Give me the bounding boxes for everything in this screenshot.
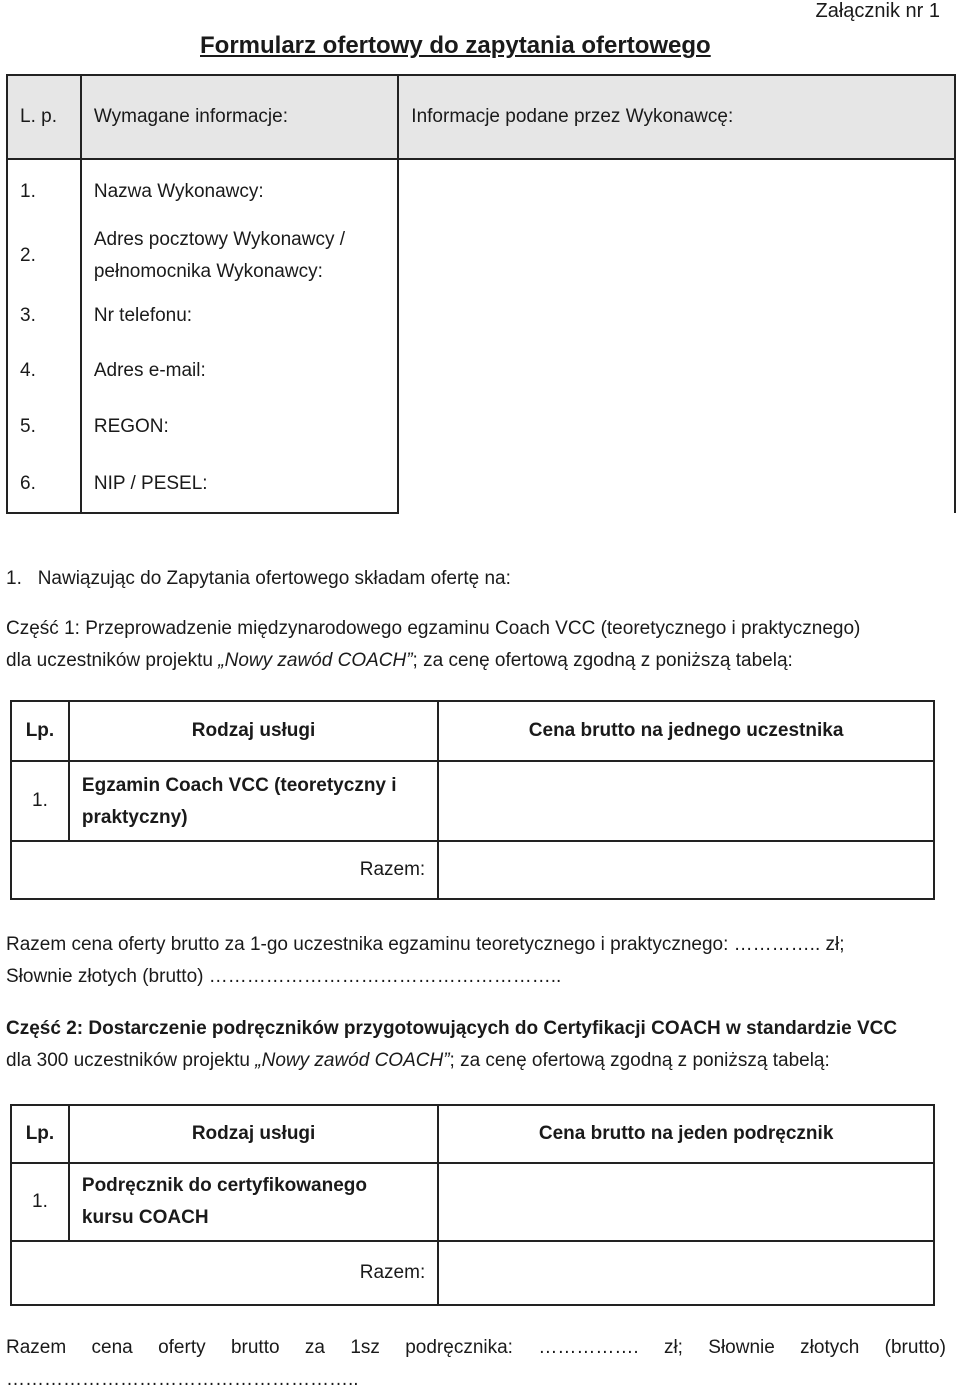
- total2-word: zł;: [663, 1337, 683, 1358]
- col-header-lp: Lp.: [11, 1105, 69, 1163]
- total2-word: Razem: [6, 1337, 67, 1358]
- sum-label: Razem:: [11, 841, 438, 899]
- total1-words-line: Słownie złotych (brutto) ………………………………………………..: [6, 966, 562, 987]
- col-header-service: Rodzaj usługi: [69, 701, 438, 761]
- service-name-line: Egzamin Coach VCC (teoretyczny i: [81, 775, 397, 796]
- sum-row: [11, 841, 934, 899]
- row-label: Adres e-mail:: [81, 343, 398, 399]
- part2-title: Część 2: Dostarczenie podręczników przygotowujących do Certyfikacji COACH w standardzie VCC: [6, 1018, 898, 1039]
- service-name: [69, 761, 438, 841]
- table-row: [11, 1163, 934, 1241]
- col-header-service: Rodzaj usługi: [69, 1105, 438, 1163]
- price-input[interactable]: [438, 1163, 934, 1241]
- part2-text-end: ; za cenę ofertową zgodną z poniższą tabelą:: [449, 1050, 830, 1071]
- col-header-contractor: Informacje podane przez Wykonawcę:: [398, 75, 955, 159]
- service-name-line: kursu COACH: [81, 1207, 209, 1228]
- total2-word: (brutto): [884, 1337, 946, 1358]
- part2-subtitle: [6, 1045, 946, 1077]
- col-header-required: Wymagane informacje:: [81, 75, 398, 159]
- service-name-line: Podręcznik do certyfikowanego: [81, 1175, 367, 1196]
- sum-input[interactable]: [438, 1241, 934, 1305]
- service-name: [69, 1163, 438, 1241]
- total2-word: cena: [91, 1337, 133, 1358]
- row-label-line: Adres pocztowy Wykonawcy /: [93, 229, 345, 250]
- offer-intro: [6, 563, 511, 595]
- sum-label: Razem:: [11, 1241, 438, 1305]
- annex-label: Załącznik nr 1: [815, 0, 940, 22]
- table-row: [7, 159, 955, 223]
- row-label: Nazwa Wykonawcy:: [81, 159, 398, 223]
- col-header-price: Cena brutto na jeden podręcznik: [438, 1105, 934, 1163]
- col-header-price: Cena brutto na jednego uczestnika: [438, 701, 934, 761]
- service-name-line: praktyczny): [81, 807, 188, 828]
- row-number: 4.: [7, 343, 81, 399]
- offer-intro-text: Nawiązując do Zapytania ofertowego składam ofertę na:: [37, 568, 511, 589]
- project-name: „Nowy zawód COACH”: [255, 1050, 450, 1071]
- row-label-line: pełnomocnika Wykonawcy:: [93, 261, 323, 282]
- col-header-lp: L. p.: [7, 75, 81, 159]
- row-number: 6.: [7, 455, 81, 513]
- part1-subtitle: [6, 645, 946, 677]
- row-label: REGON:: [81, 399, 398, 455]
- table-header-row: [7, 75, 955, 159]
- sum-input[interactable]: [438, 841, 934, 899]
- total2-word: …………….: [538, 1337, 639, 1358]
- handbook-price-table: [10, 1104, 935, 1306]
- table-row: [11, 761, 934, 841]
- row-label: NIP / PESEL:: [81, 455, 398, 513]
- total2-word: brutto: [230, 1337, 280, 1358]
- total1-text: [6, 929, 946, 993]
- total2-text: [6, 1332, 946, 1396]
- col-header-lp: Lp.: [11, 701, 69, 761]
- part2-text: dla 300 uczestników projektu: [6, 1050, 256, 1071]
- contractor-info-table: [6, 74, 956, 514]
- sum-row: [11, 1241, 934, 1305]
- total2-word: oferty: [158, 1337, 206, 1358]
- row-label: [81, 223, 398, 289]
- page-title: Formularz ofertowy do zapytania ofertowego: [200, 32, 711, 59]
- row-number: 1.: [11, 761, 69, 841]
- total2-line: [6, 1332, 946, 1364]
- part1-text: dla uczestników projektu: [6, 650, 219, 671]
- row-number: 2.: [7, 223, 81, 289]
- row-number: 3.: [7, 289, 81, 343]
- total2-word: Słownie: [708, 1337, 775, 1358]
- row-number: 1.: [7, 159, 81, 223]
- total2-word: 1sz: [350, 1337, 380, 1358]
- total2-word: podręcznika:: [405, 1337, 513, 1358]
- part1-title: Część 1: Przeprowadzenie międzynarodowego egzaminu Coach VCC (teoretycznego i praktycznego): [6, 618, 861, 639]
- total2-word: złotych: [800, 1337, 860, 1358]
- contractor-answer-field[interactable]: [398, 159, 955, 513]
- project-name: „Nowy zawód COACH”: [218, 650, 413, 671]
- total2-words-line: ………………………………………………..: [6, 1369, 359, 1390]
- total1-line: Razem cena oferty brutto za 1-go uczestnika egzaminu teoretycznego i praktycznego: ………….. zł;: [6, 934, 845, 955]
- offer-intro-number: 1.: [6, 568, 22, 589]
- part1-description: [6, 613, 946, 677]
- total2-word: za: [304, 1337, 325, 1358]
- price-input[interactable]: [438, 761, 934, 841]
- part2-description: [6, 1013, 946, 1077]
- row-label: Nr telefonu:: [81, 289, 398, 343]
- row-number: 1.: [11, 1163, 69, 1241]
- table-header-row: [11, 1105, 934, 1163]
- exam-price-table: [10, 700, 935, 900]
- row-number: 5.: [7, 399, 81, 455]
- part1-text-end: ; za cenę ofertową zgodną z poniższą tabelą:: [412, 650, 793, 671]
- table-header-row: [11, 701, 934, 761]
